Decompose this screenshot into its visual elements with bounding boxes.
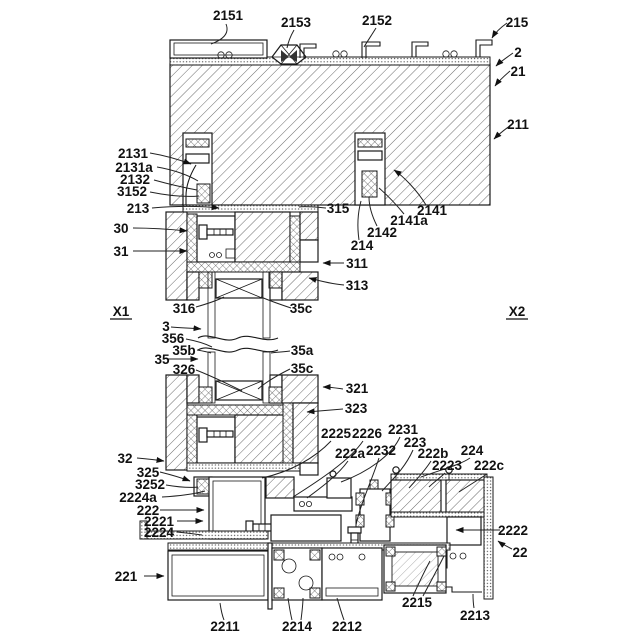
ref-label-35a-28: 35a (290, 343, 314, 358)
ref-label-35c-22: 35c (289, 301, 313, 316)
profile-2215 (384, 545, 446, 593)
profile-2214 (272, 548, 322, 600)
ref-label-2231-42: 2231 (387, 422, 419, 437)
ref-label-2212-56: 2212 (331, 619, 363, 634)
ref-label-35-26: 35 (154, 352, 170, 367)
frame-30 (235, 212, 290, 262)
clips-2152 (300, 42, 457, 58)
ref-label-2214-55: 2214 (281, 619, 313, 634)
ref-label-2223-47: 2223 (431, 458, 463, 473)
ref-label-215-3: 215 (505, 15, 529, 30)
thermal-break-223 (356, 489, 394, 541)
upper-frame-assembly (166, 205, 318, 300)
ref-label-2141-18: 2141 (416, 203, 448, 218)
ref-label-3-23: 3 (162, 319, 170, 334)
ref-label-2153-1: 2153 (280, 15, 312, 30)
ref-label-3152-10: 3152 (116, 184, 148, 199)
ref-label-316-21: 316 (172, 301, 196, 316)
ref-label-31-13: 31 (113, 244, 129, 259)
ref-label-2224a-35: 2224a (119, 490, 157, 505)
divider-fin (268, 543, 272, 609)
plate-315 (183, 205, 318, 212)
glazing-spacer-316 (216, 279, 262, 298)
ref-label-222c-49: 222c (473, 458, 505, 473)
ref-label-2211-54: 2211 (210, 619, 240, 634)
concrete-slab-hatch (170, 64, 490, 205)
ref-label-2224-38: 2224 (143, 525, 175, 540)
ref-label-2221-37: 2221 (143, 514, 175, 529)
base-box-2211 (168, 551, 268, 600)
frame-32 (166, 375, 187, 470)
block-222a (266, 477, 294, 498)
ref-label-224-48: 224 (460, 443, 484, 458)
ref-label-311-19: 311 (346, 256, 368, 271)
box-2222 (447, 517, 481, 545)
ref-label-321-30: 321 (345, 381, 369, 396)
ref-label-32-32: 32 (117, 451, 133, 466)
ref-label-2226-41: 2226 (351, 426, 383, 441)
ref-label-211-6: 211 (507, 117, 529, 132)
ref-label-22-51: 22 (512, 545, 528, 560)
ref-label-30-12: 30 (113, 221, 129, 236)
insulator-311 (290, 216, 300, 262)
ref-label-3252-34: 3252 (134, 477, 166, 492)
ref-label-223-43: 223 (403, 435, 427, 450)
ref-label-2213-53: 2213 (459, 608, 491, 623)
ref-label-222a-44: 222a (334, 446, 366, 461)
glazing-spacer-326 (216, 381, 262, 400)
ref-label-2132-9: 2132 (119, 172, 151, 187)
sill-assembly (140, 467, 493, 609)
ref-label-2131a-8: 2131a (115, 160, 153, 175)
bracket-2226 (294, 497, 352, 511)
profile-2212 (322, 548, 382, 600)
ref-label-2151-0: 2151 (212, 8, 244, 23)
wall-22 (484, 477, 493, 599)
seal-2142 (362, 171, 377, 197)
ceiling-slab-assembly (170, 40, 492, 212)
ref-label-326-27: 326 (172, 362, 196, 377)
seal-3152 (197, 184, 210, 203)
gasket-2223 (370, 480, 378, 489)
ref-label-2131-7: 2131 (117, 146, 149, 161)
ref-label-222-36: 222 (136, 503, 160, 518)
bracket-2231 (327, 478, 351, 498)
lower-frame-assembly (166, 375, 318, 475)
ref-label-323-31: 323 (344, 401, 368, 416)
anchor-channel-2131 (183, 133, 212, 212)
ref-label-2222-50: 2222 (497, 523, 529, 538)
ref-label-313-20: 313 (345, 278, 369, 293)
ref-label-2-4: 2 (514, 45, 522, 60)
ref-label-35c-29: 35c (290, 361, 314, 376)
break-line (198, 348, 278, 352)
ref-label-325-33: 325 (136, 465, 160, 480)
channel-bar-2141 (358, 139, 382, 147)
ref-label-2225-40: 2225 (320, 426, 352, 441)
ref-label-214-16: 214 (350, 238, 374, 253)
insulator-323 (283, 403, 293, 463)
ref-label-2152-2: 2152 (361, 13, 393, 28)
profile-215 (476, 40, 492, 57)
joint-2153 (272, 45, 306, 64)
section-marker-X2: X2 (508, 304, 526, 319)
frame-31 (166, 212, 187, 300)
block-224-222c (391, 467, 487, 517)
insulator-313 (187, 262, 300, 272)
ref-label-2142-15: 2142 (366, 225, 398, 240)
ref-label-2141a-17: 2141a (390, 213, 428, 228)
glazing-gasket (199, 272, 212, 288)
ref-label-356-24: 356 (161, 331, 185, 346)
ref-label-213-11: 213 (126, 201, 150, 216)
anchor-channel-214 (355, 133, 385, 205)
section-marker-X1: X1 (112, 304, 130, 319)
ref-label-221-39: 221 (114, 569, 138, 584)
pin-224 (393, 467, 399, 473)
ref-label-2232-45: 2232 (365, 443, 397, 458)
ref-label-2215-52: 2215 (401, 595, 433, 610)
ref-label-21-5: 21 (510, 64, 526, 79)
frame-321 (282, 375, 318, 403)
ref-label-35b-25: 35b (172, 343, 196, 358)
ref-label-222b-46: 222b (417, 446, 449, 461)
ref-label-315-14: 315 (326, 201, 350, 216)
